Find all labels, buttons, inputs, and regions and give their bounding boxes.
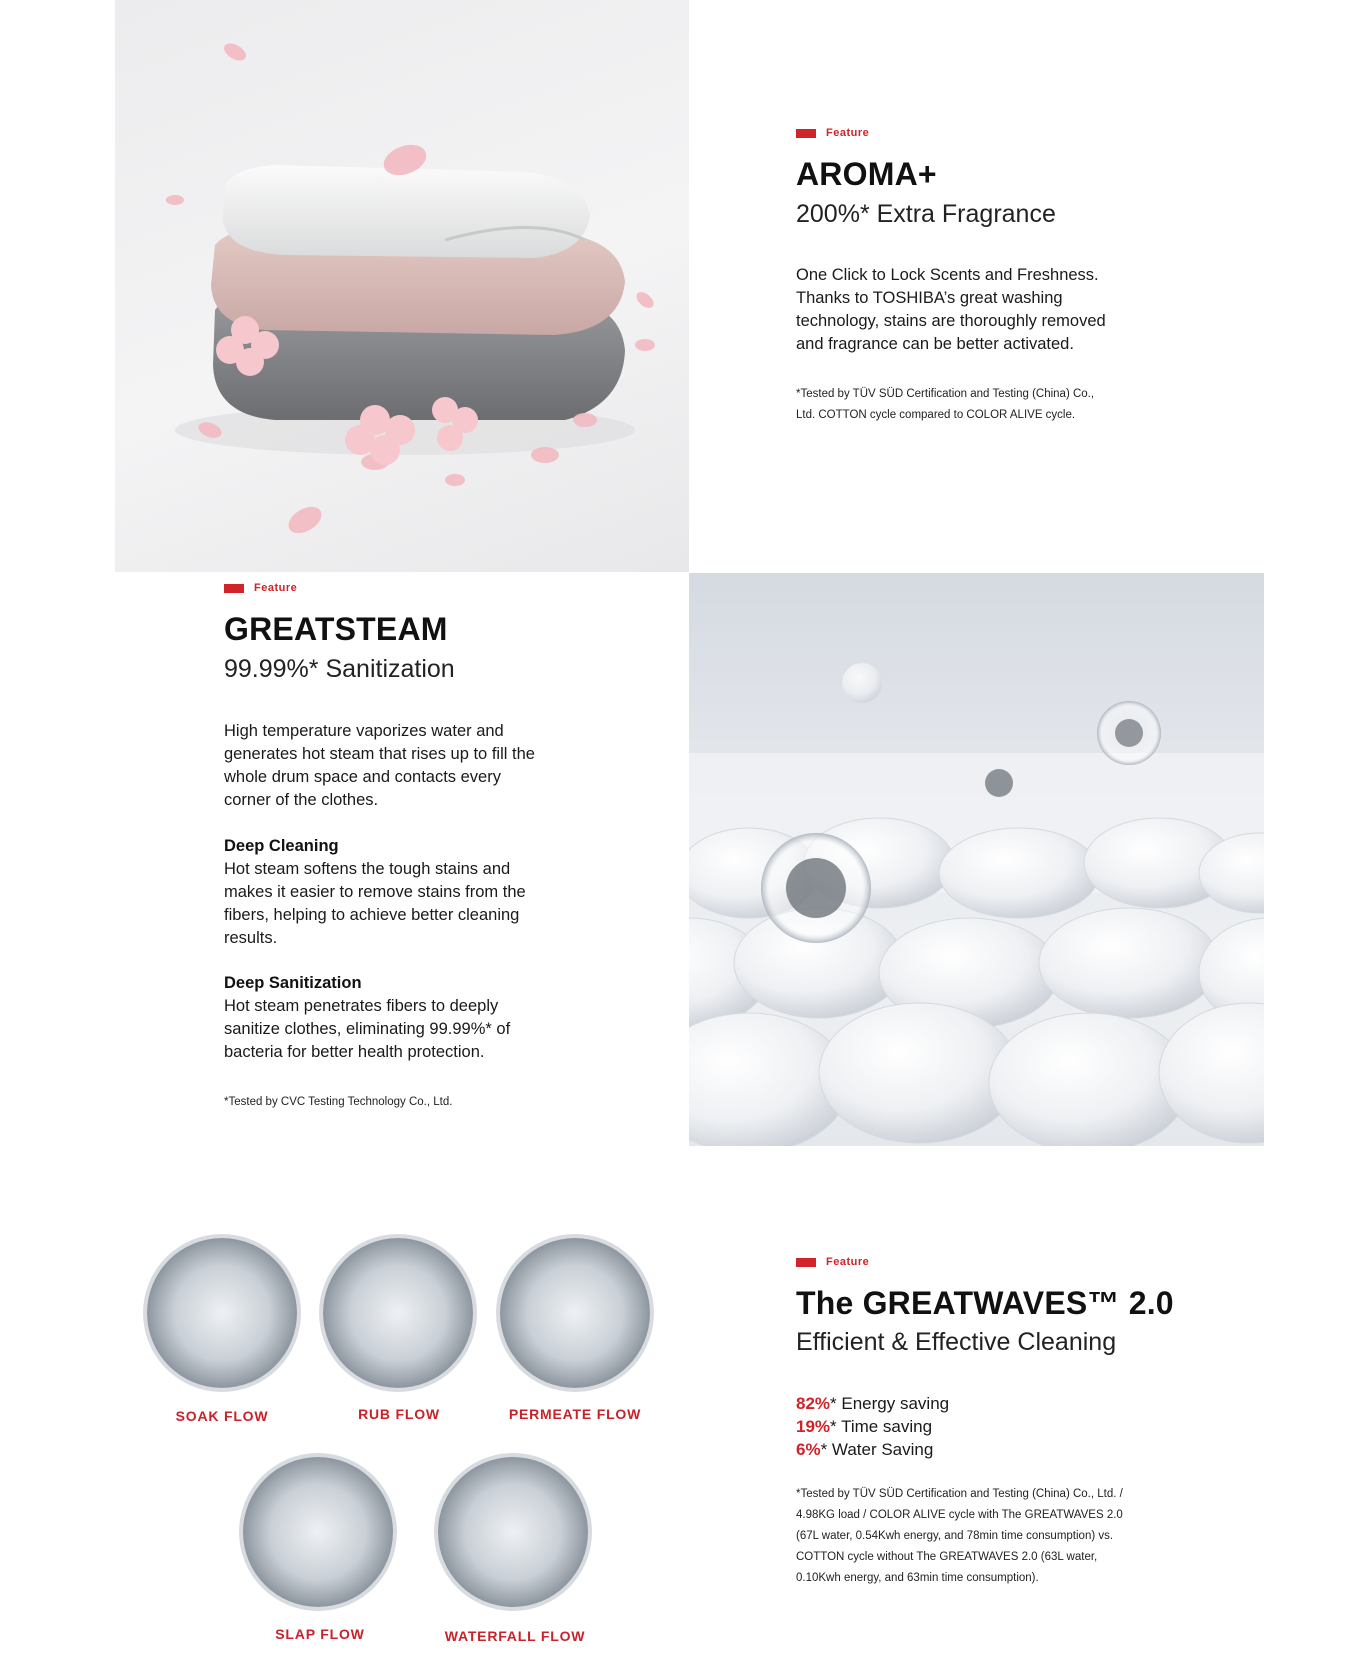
deep-cleaning-line: makes it easier to remove stains from the — [224, 883, 526, 901]
stat-label: * Time saving — [830, 1417, 933, 1436]
greatsteam-description-line: corner of the clothes. — [224, 791, 379, 809]
greatsteam-title: GREATSTEAM — [224, 611, 448, 647]
stat-value: 6% — [796, 1440, 821, 1459]
waterfall-flow-label: WATERFALL FLOW — [444, 1628, 586, 1644]
slap-flow-label: SLAP FLOW — [275, 1626, 365, 1642]
aroma-feature-tag — [796, 127, 869, 139]
deep-cleaning-block — [224, 835, 526, 950]
rub-flow-image — [323, 1238, 473, 1388]
greatwaves-footnote-line: (67L water, 0.54Kwh energy, and 78min time consumption) vs. — [796, 1530, 1114, 1542]
aroma-subtitle: 200%* Extra Fragrance — [796, 200, 1056, 228]
stat-label: * Water Saving — [820, 1440, 934, 1459]
stat-label: * Energy saving — [830, 1394, 950, 1413]
towels-image — [115, 0, 689, 572]
aroma-footnote-line: Ltd. COTTON cycle compared to COLOR ALIVE cycle. — [796, 409, 1076, 421]
slap-flow-image — [243, 1457, 393, 1607]
soak-flow-image — [147, 1238, 297, 1388]
soak-flow-label: SOAK FLOW — [175, 1408, 269, 1424]
greatsteam-feature-tag-label: Feature — [254, 582, 298, 594]
steam-image — [689, 573, 1264, 1146]
stat-value: 82% — [796, 1394, 831, 1413]
greatsteam-description-line: High temperature vaporizes water and — [224, 722, 504, 740]
deep-cleaning-line: Hot steam softens the tough stains and — [224, 860, 511, 878]
aroma-title: AROMA+ — [796, 156, 937, 192]
greatwaves-feature-tag-label: Feature — [826, 1256, 870, 1268]
deep-cleaning-heading: Deep Cleaning — [224, 837, 339, 855]
deep-sanitization-block — [224, 972, 510, 1064]
permeate-flow-image — [500, 1238, 650, 1388]
greatsteam-description — [224, 720, 535, 812]
deep-sanitization-line: Hot steam penetrates fibers to deeply — [224, 997, 499, 1015]
folded-towels-illustration — [115, 0, 689, 572]
greatwaves-footnote-line: 0.10Kwh energy, and 63min time consumption). — [796, 1572, 1039, 1584]
deep-sanitization-line: bacteria for better health protection. — [224, 1043, 485, 1061]
deep-sanitization-heading: Deep Sanitization — [224, 974, 362, 992]
greatsteam-description-line: whole drum space and contacts every — [224, 768, 501, 786]
greatwaves-footnote-line: 4.98KG load / COLOR ALIVE cycle with The GREATWAVES 2.0 — [796, 1509, 1123, 1521]
greatsteam-subtitle: 99.99%* Sanitization — [224, 655, 455, 683]
greatsteam-description-line: generates hot steam that rises up to fill the — [224, 745, 535, 763]
greatwaves-feature-tag — [796, 1256, 869, 1268]
steam-bacteria-illustration — [689, 573, 1264, 1146]
deep-sanitization-line: sanitize clothes, eliminating 99.99%* of — [224, 1020, 511, 1038]
aroma-description — [796, 264, 1106, 356]
greatwaves-subtitle: Efficient & Effective Cleaning — [796, 1328, 1117, 1356]
greatwaves-footnote — [796, 1484, 1123, 1589]
aroma-description-line: One Click to Lock Scents and Freshness. — [796, 266, 1099, 284]
deep-cleaning-line: results. — [224, 929, 278, 947]
aroma-footnote-line: *Tested by TÜV SÜD Certification and Testing (China) Co., — [796, 388, 1095, 400]
aroma-description-line: Thanks to TOSHIBA’s great washing — [796, 289, 1063, 307]
greatsteam-feature-tag — [224, 582, 297, 594]
aroma-feature-tag-label: Feature — [826, 127, 870, 139]
greatwaves-footnote-line: *Tested by TÜV SÜD Certification and Testing (China) Co., Ltd. / — [796, 1488, 1123, 1500]
aroma-footnote — [796, 384, 1094, 426]
waterfall-flow-image — [438, 1457, 588, 1607]
stat-value: 19% — [796, 1417, 831, 1436]
greatwaves-footnote-line: COTTON cycle without The GREATWAVES 2.0 (63L water, — [796, 1551, 1098, 1563]
energy-saving-stat — [796, 1392, 949, 1415]
greatwaves-title: The GREATWAVES™ 2.0 — [796, 1285, 1174, 1321]
aroma-description-line: technology, stains are thoroughly removed — [796, 312, 1106, 330]
deep-cleaning-line: fibers, helping to achieve better cleaning — [224, 906, 520, 924]
aroma-description-line: and fragrance can be better activated. — [796, 335, 1074, 353]
water-saving-stat — [796, 1438, 949, 1461]
greatsteam-footnote: *Tested by CVC Testing Technology Co., Ltd. — [224, 1096, 453, 1108]
greatwaves-stats — [796, 1392, 949, 1461]
rub-flow-label: RUB FLOW — [358, 1406, 440, 1422]
feature-tag-marker — [224, 584, 244, 593]
permeate-flow-label: PERMEATE FLOW — [508, 1406, 642, 1422]
feature-tag-marker — [796, 1258, 816, 1267]
time-saving-stat — [796, 1415, 949, 1438]
feature-tag-marker — [796, 129, 816, 138]
